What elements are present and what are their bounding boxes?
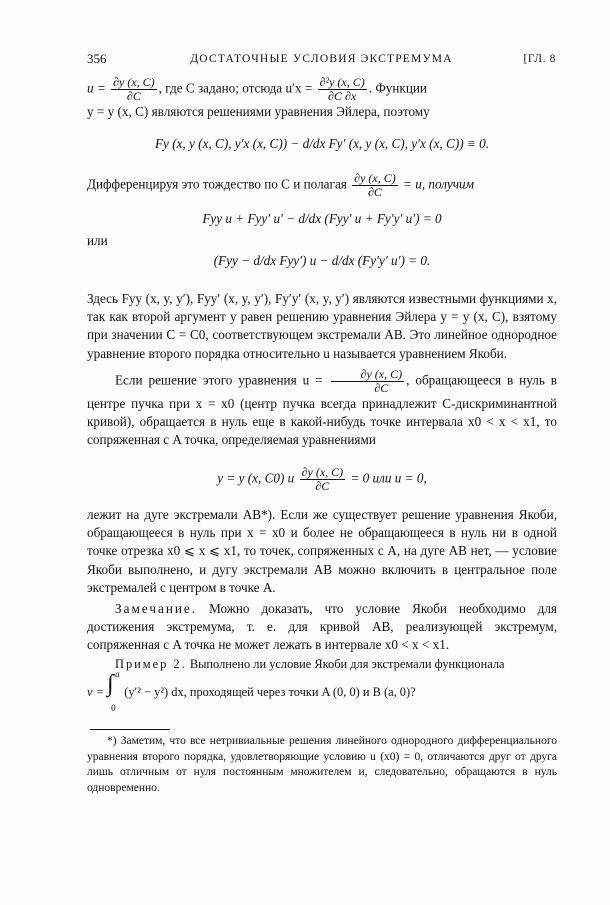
example-label: Пример 2. — [115, 657, 187, 671]
formula-u: u = — [87, 80, 106, 96]
paragraph-2: Если решение этого уравнения u = $\frac{\partial y (x, C)}{\partial C}$ , обращающееся в нуль в центре пучка при x = x0 (центр пучка всегда принадлежит C-дискриминантной кривой), обращается в нуль еще в какой-нибудь точке интервала x0 < x < x1, то сопряженная с A точка, определяемая уравнениями — [87, 367, 558, 448]
conjugate-point-equations: y = y (x, C0) и $\frac{\partial y (x, C)}{\partial C}$ = 0 или u = 0, — [217, 465, 427, 493]
text-line-3: Дифференцируя это тождество по C и полагая $\frac{\partial y (x, C)}{\partial C}$ = u, получим — [87, 171, 475, 199]
footnote-rule — [90, 729, 170, 730]
text-line-2: y = y (x, C) являются решениями уравнения Эйлера, поэтому — [87, 104, 430, 119]
running-header — [87, 50, 556, 68]
page-number: 356 — [87, 51, 107, 66]
footnote: *) Заметим, что все нетривиальные решения линейного однородного дифференциального уравнения второго порядка, удовлетворяющие условию u (x0) = 0, отличаются друг от друга лишь отличным от нуля постоянным множителем и, следовательно, обращаются в нуль одновременно. — [87, 735, 557, 794]
text-line-1 — [87, 76, 557, 103]
fraction-dy-dc: $\frac{\partial y (x, C)}{\partial C}$ — [301, 465, 344, 493]
euler-identity: Fy (x, y (x, C), y′x (x, C)) − d/dx Fy′ (x, y (x, C), y′x (x, C)) ≡ 0. — [154, 136, 489, 151]
fraction-d2y: $\frac{\text{∂²y (x, C)}}{\partial C \partial x}$ — [319, 75, 365, 103]
remark-label: Замечание. — [115, 601, 198, 616]
integral-sign: ∫ a 0 — [107, 669, 120, 713]
remark-text: Можно доказать, что условие Якоби необходимо для достижения экстремума, т. е. для кривой AB, реализующей экстремум, сопряженная с A точка не может лежать в интервале x0 < x < x1. — [87, 601, 557, 653]
remark — [87, 600, 557, 655]
paragraph-3: лежит на дуге экстремали AB*). Если же существует решение уравнения Якоби, обращающееся в нуль при x = x0 и более не обращающееся в нуль ни в одной точке отрезка x0 ⩽ x ⩽ x1, то точек, сопряженных с A, на дуге AB нет, — условие Якоби выполнено, и дугу экстремали AB можно включить в центральное поле экстремалей с центром в точке A. — [87, 507, 557, 595]
running-title: ДОСТАТОЧНЫЕ УСЛОВИЯ ЭКСТРЕМУМА — [190, 53, 453, 65]
or-label: или — [87, 233, 108, 248]
equation-2: Fyy u + Fyy′ u′ − d/dx (Fyy′ u + Fy′y′ u′) = 0 — [202, 211, 442, 226]
fraction-dy-dc: $\frac{\partial y (x, C)}{\partial C}$ — [354, 171, 396, 199]
fraction-dy-dc: $\frac{\partial y (x, C)}{\partial C}$ — [331, 368, 405, 395]
example-text: Выполнено ли условие Якоби для экстремали функционала — [189, 657, 505, 671]
text-fragment: , где C задано; отсюда u′x = — [158, 80, 313, 96]
example-formula: v = ∫ a 0 (y′² − y²) dx, проходящей через точки A (0, 0) и B (a, 0)? — [87, 669, 416, 713]
text-fragment: . Функции — [368, 80, 427, 96]
fraction-dy-dc: $\frac{\partial y (x, C)}{\partial C}$ — [113, 75, 155, 103]
chapter-label: [ГЛ. 8 — [523, 53, 556, 65]
jacobi-equation: (Fyy − d/dx Fyy′) u − d/dx (Fy′y′ u′) = 0. — [213, 253, 431, 268]
paragraph-1: Здесь Fyy (x, y, y′), Fyy′ (x, y, y′), Fy′y′ (x, y, y′) являются известными функциями x, так как второй аргумент y равен решению уравнения Эйлера y = y (x, C), взятому при значении C = C0, соответствующем экстремали AB. Это линейное однородное уравнение второго порядка относительно u называется уравнением Якоби. — [87, 291, 557, 361]
example — [87, 656, 557, 673]
